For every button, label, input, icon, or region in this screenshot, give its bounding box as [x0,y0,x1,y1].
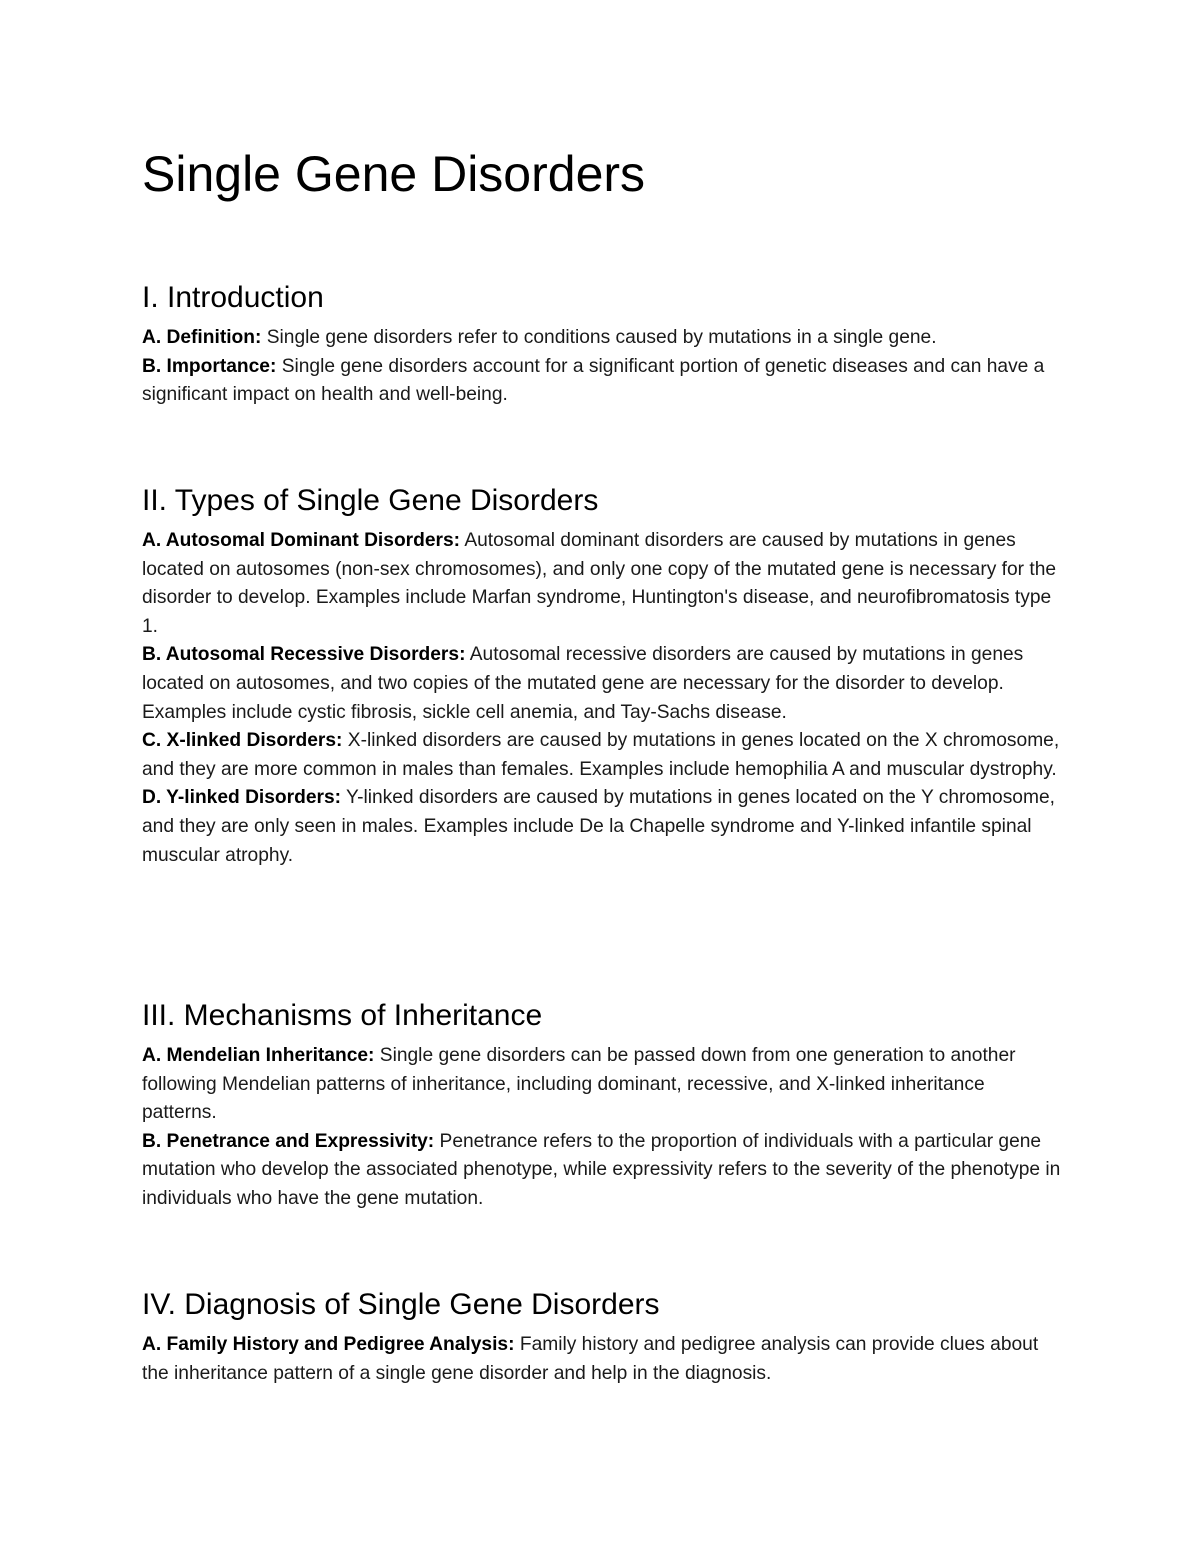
entry-diagnosis-list [142,1331,1062,1388]
entry-label: C. X-linked Disorders: [142,730,343,752]
entry-text: Autosomal recessive disorders are caused by mutations in genes located on autosomes, and two copies of the mutated gene are necessary for the disorder to develop. Examples include cystic fibrosis, sickle cell anemia, and Tay-Sachs disease. [142,644,1024,723]
entry-label: B. Autosomal Recessive Disorders: [142,644,466,666]
entry-label: A. Autosomal Dominant Disorders: [142,530,461,551]
entry-text: Single gene disorders can be passed down from one generation to another following Mendelian patterns of inheritance, including dominant, recessive, and X-linked inheritance patterns. [142,1045,1016,1124]
section-mechanisms [142,996,1062,1214]
section-heading: II. Types of Single Gene Disorders [142,484,599,517]
section-heading: IV. Diagnosis of Single Gene Disorders [142,1288,660,1321]
section-introduction [142,278,1062,410]
entry-text: Y-linked disorders are caused by mutations in genes located on the Y chromosome, and they are only seen in males. Examples include De la Chapelle syndrome and Y-linked infantile spinal muscular atrophy. [142,787,1055,866]
document-title: Single Gene Disorders [142,146,646,202]
entry-text: Autosomal dominant disorders are caused by mutations in genes located on autosomes (non-sex chromosomes), and only one copy of the mutated gene is necessary for the disorder to develop. Examples include Marfan syndrome, Huntington's disease, and neurofibromatosis type 1. [142,530,1057,637]
section-types [142,481,1062,870]
entry-text: X-linked disorders are caused by mutations in genes located on the X chromosome, and they are more common in males than females. Examples include hemophilia A and muscular dystrophy. [142,730,1060,780]
entry-text: Single gene disorders account for a significant portion of genetic diseases and can have a significant impact on health and well-being. [142,355,1045,406]
entry-mechanisms-list [142,1042,1062,1214]
entry-text: Penetrance refers to the proportion of individuals with a particular gene mutation who develop the associated phenotype, while expressivity refers to the severity of the phenotype in individuals who have the gene mutation. [142,1130,1061,1209]
entry-label: A. Definition: [142,327,262,348]
entry-label: B. Importance: [142,355,277,377]
entry-text: Single gene disorders refer to conditions caused by mutations in a single gene. [266,327,937,348]
section-diagnosis [142,1285,1062,1388]
entry-label: D. Y-linked Disorders: [142,787,342,809]
entry-label: B. Penetrance and Expressivity: [142,1130,435,1152]
section-heading: III. Mechanisms of Inheritance [142,999,543,1032]
entry-label: A. Family History and Pedigree Analysis: [142,1334,515,1355]
entry-types-list [142,527,1062,870]
entry-label: A. Mendelian Inheritance: [142,1045,375,1066]
section-heading: I. Introduction [142,281,324,314]
entry-text: Family history and pedigree analysis can provide clues about the inheritance pattern of a single gene disorder and help in the diagnosis. [142,1334,1039,1384]
entry-definition [142,324,1062,410]
